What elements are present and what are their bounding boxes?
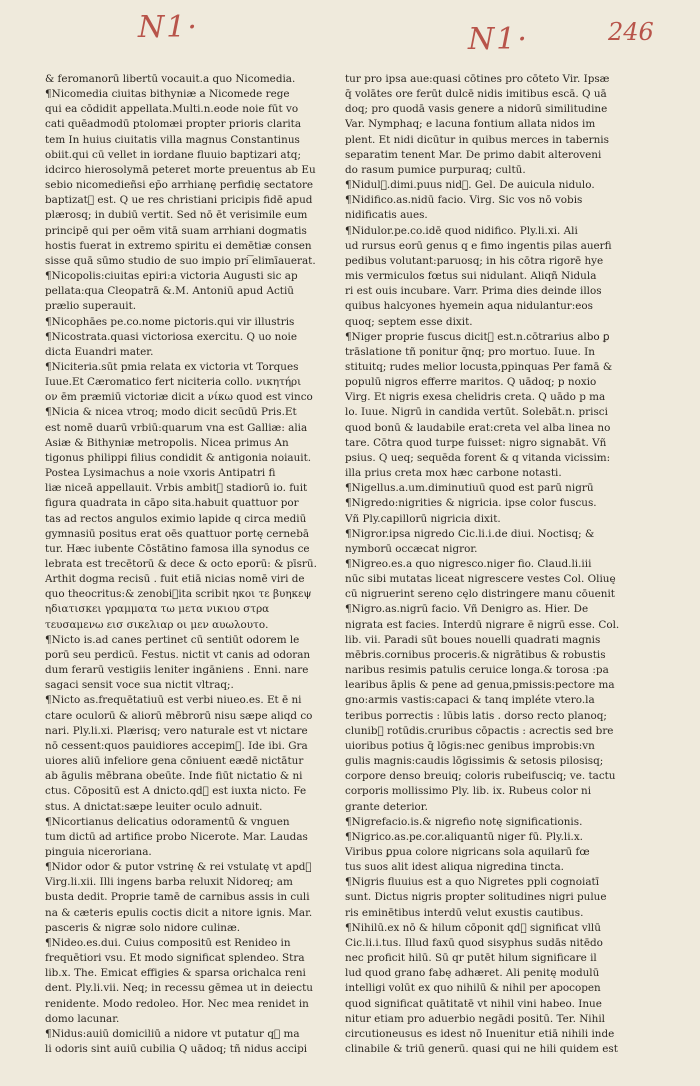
text-line: ¶Niciteria.sūt pmia relata ex victoria vt Torques: [45, 360, 299, 373]
folio-number: 246: [608, 18, 654, 46]
manuscript-annotation-left: N1·: [138, 10, 199, 45]
text-line: ¶Nicomedia ciuitas bithyniæ a Nicomede rege: [45, 88, 290, 101]
text-line: ctus. Cōpositū est A dnicto.qd᷑ est iuxta nicto. Fe: [45, 785, 307, 798]
text-line: ¶Nigreo.es.a quo nigresco.niger fio. Claud.li.iii: [345, 558, 592, 570]
text-line: & feromanorū libertū vocauit.a quo Nicomedia.: [45, 73, 296, 85]
text-line: nymborū occæcat nigror.: [345, 542, 478, 555]
text-line: frequētiori vsu. Et modo significat splendeo. Stra: [45, 952, 305, 965]
text-line: do rasum pumice purpuraq; cultū.: [345, 163, 526, 176]
text-line: plent. Et nidi dicūtur in quibus merces in tabernis: [345, 133, 609, 146]
text-line: pasceris & nigræ solo nidore culinæ.: [45, 921, 241, 934]
text-line: quoq; septem esse dixit.: [345, 315, 473, 328]
text-line: mēbris.cornibus proceris.& nigrātibus & robustis: [345, 648, 606, 661]
text-line: Iuue.Et Cæromatico fert niciteria collo. νικητήρι: [45, 376, 302, 389]
text-line: sagaci sensit voce sua nictit vltraq;.: [45, 679, 234, 692]
text-line: sebio nicomedieñsi ep̄o arrhianę perfidię sectatore: [45, 179, 314, 192]
text-line: clunib᷑ rotūdis.cruribus cōpactis : acrectis sed bre: [345, 724, 614, 737]
text-line: sisse quā sūmo studio de suo impio pri͞ elimīauerat.: [45, 254, 316, 267]
text-line: na & cæteris epulis coctis dicit a nitore ignis. Mar.: [45, 906, 313, 919]
text-line: dicta Euandri mater.: [45, 345, 154, 358]
text-line: intelligi volūt ex quo nihilū & nihil per apocopen: [345, 982, 601, 995]
text-line: nari. Ply.li.xi. Plærisq; vero naturale est vt nictare: [45, 724, 308, 737]
text-line: nō cessent:quos pauidiores accepim᷑. Ide ibi. Gra: [45, 739, 308, 752]
text-line: trāslatione tñ ponitur q̄nq; pro mortuo. Iuue. In: [345, 345, 595, 358]
text-line: gno:armis vastis:capaci & tanq impléte vtero.la: [345, 694, 595, 707]
text-line: quibus halcyones hyemein aqua nidulantur:eos: [345, 300, 593, 313]
text-line: circutioneusus es idest nō Inuenitur etiā nihili inde: [345, 1027, 615, 1040]
text-line: mis vermiculos fœtus sui nidulant. Aliqñ Nidula: [345, 270, 597, 283]
text-line: principē qui per oēm vitā suam arrhiani dogmatis: [45, 224, 307, 237]
text-line: Virg.li.xii. Illi ingens barba reluxit Nidoreq; am: [45, 876, 293, 889]
text-line: ¶Nihilū.ex nō & hilum cōponit qd᷑ significat vllū: [345, 921, 601, 934]
text-line: lib.x. The. Emicat effigies & sparsa orichalca reni: [45, 967, 306, 980]
text-line: nigrata est facies. Interdū nigrare ē nigrū esse. Col.: [345, 618, 620, 631]
text-line: ¶Nidifico.as.nidū facio. Virg. Sic vos nō vobis: [345, 194, 583, 207]
text-line: ¶Nigellus.a.um.diminutiuū quod est parū nigrū: [345, 482, 594, 495]
text-line: est nomē duarū vrbiū:quarum vna est Galliæ: alia: [45, 421, 308, 434]
text-line: ¶Nigredo:nigrities & nigricia. ipse color fuscus.: [345, 497, 597, 510]
text-line: renidente. Modo redoleo. Hor. Nec mea renidet in: [45, 997, 309, 1010]
text-line: nec proficit hilū. Sū qr putēt hilum significare il: [345, 952, 597, 965]
text-line: pedibus volutant:paruosq; in his cōtra rigorē hye: [345, 254, 604, 267]
text-line: porū seu perdicū. Festus. nictit vt canis ad odoran: [45, 648, 311, 661]
text-line: Viribus ꝑpua colore nigricans sola aquilarū fœ: [345, 845, 590, 858]
text-line: qui ea cōdidit appellata.Multi.n.eode noie fūt vo: [45, 103, 299, 116]
text-line: q̄ volātes ore ferūt dulcē nidis imitibus escā. Q uā: [345, 88, 607, 101]
text-line: ¶Nigrico.as.pe.cor.aliquantū niger fū. Ply.li.x.: [345, 830, 583, 843]
text-line: Vñ Ply.capillorū nigricia dixit.: [345, 512, 501, 525]
text-line: sunt. Dictus nigris propter solitudines nigri pulue: [345, 891, 607, 904]
text-line: cati quēadmodū ptolomæi propter prioris clarita: [45, 118, 302, 131]
text-line: lud quod grano fabę adhæret. Ali penitę modulū: [345, 967, 600, 980]
text-line: τευσαμενω εισ σικελιαρ οι μεν αυωλουτο.: [45, 618, 269, 631]
manuscript-annotation-right: N1·: [468, 22, 529, 57]
text-line: pinguia niceroriana.: [45, 845, 152, 858]
text-line: tus suos alit idest aliqua nigredina tincta.: [345, 861, 564, 874]
text-line: psius. Q ueq; sequēda forent & q vitanda vicissim:: [345, 451, 611, 464]
text-line: uioribus potius q̄ lōgis:nec genibus improbis:vn: [345, 739, 595, 752]
text-line: idcirco hierosolymā peteret morte preuentus ab Eu: [45, 163, 316, 176]
text-line: ris eminētibus interdū velut exustis cautibus.: [345, 906, 584, 919]
text-line: busta dedit. Proprie tamē de carnibus assis in culi: [45, 891, 310, 904]
text-line: tas ad rectos angulos eximio lapide q circa mediū: [45, 512, 307, 525]
text-line: corporis mollissimo Ply. lib. ix. Rubeus color ni: [345, 785, 592, 798]
right-text-column: [345, 72, 637, 1057]
text-line: ¶Nigrefacio.is.& nigrefio notę significationis.: [345, 815, 583, 828]
text-line: ¶Nideo.es.dui. Cuius compositū est Renideo in: [45, 936, 291, 949]
text-line: tare. Cōtra quod turpe fuisset: nigro signabāt. Vñ: [345, 436, 607, 449]
text-line: ¶Nidul᷑.dimi.puus nid᷑. Gel. De auicula nidulo.: [345, 179, 595, 192]
text-line: Var. Nymphaq; e lacuna fontium allata nidos im: [345, 118, 596, 131]
text-line: ¶Nicto as.frequētatiuū est verbi niueo.es. Et ē ni: [45, 694, 302, 707]
text-line: corpore denso breuiq; coloris rubeifusciq; ve. tactu: [345, 770, 616, 783]
text-line: Cic.li.i.tus. Illud faxū quod sisyphus sudās nitēdo: [345, 936, 603, 949]
text-line: ¶Nidulor.pe.co.idē quod nidifico. Ply.li.xi. Ali: [345, 224, 578, 237]
text-line: hostis fuerat in extremo spiritu ei demētiæ consen: [45, 239, 312, 252]
text-line: ¶Nidor odor & putor vstrinę & rei vstulatę vt apd᷑: [45, 861, 312, 874]
text-line: illa prius creta mox hæc carbone notasti.: [345, 467, 562, 480]
text-line: clinabile & triū generū. quasi qui ne hili quidem est: [345, 1043, 618, 1055]
text-line: gulis magnis:caudis lōgissimis & setosis pilosisq;: [345, 755, 604, 768]
text-line: prælio superauit.: [45, 300, 137, 313]
text-line: quo theocritus:& zenobi᷑ita scribit ηκοι τε βυηκεψ: [45, 588, 312, 601]
text-line: lo. Iuue. Nigrū in candida vertūt. Solebāt.n. prisci: [345, 406, 608, 419]
text-line: baptizat᷑ est. Q ue res christiani pricipis fidē apud: [45, 194, 313, 207]
text-line: ¶Nicia & nicea vtroq; modo dicit secūdū Pris.Et: [45, 406, 297, 419]
text-line: ri est ouis incubare. Varr. Prima dies deinde illos: [345, 285, 602, 298]
text-line: liæ niceā appellauit. Vrbis ambit᷑ stadiorū io. fuit: [45, 482, 308, 495]
text-line: nidificatis aues.: [345, 209, 428, 222]
text-line: tum dictū ad artifice probo Nicerote. Mar. Laudas: [45, 830, 308, 843]
text-line: ον ēm præmiū victoriæ dicit a νίκω quod est vinco: [45, 391, 313, 404]
text-line: Arthit dogma recisū . fuit etiā nicias nomē viri de: [45, 573, 305, 586]
text-line: stus. A dnictat:sæpe leuiter oculo adnuit.: [45, 800, 263, 813]
text-line: ¶Nicopolis:ciuitas epiri:a victoria Augusti sic ap: [45, 270, 298, 283]
text-line: li odoris sint auiū cubilia Q uādoq; tñ nidus accipi: [45, 1043, 308, 1055]
text-line: tigonus philippi filius condidit & antigonia noiauit.: [45, 451, 312, 464]
text-line: tem In huius ciuitatis villa magnus Constantinus: [45, 133, 300, 146]
text-line: doq; pro quodā vasis genere a nidorū similitudine: [345, 103, 608, 116]
text-line: quod bonū & laudabile erat:creta vel alba linea no: [345, 421, 611, 434]
text-line: ¶Nidus:auiū domiciliū a nidore vt putatur q᷑ ma: [45, 1027, 300, 1040]
text-line: dent. Ply.li.vii. Neq; in recessu gēmea ut in deiectu: [45, 982, 313, 995]
text-line: cū nigruerint sereno cęlo distringere manu cōuenit: [345, 588, 615, 601]
text-line: learibus āplis & pene ad genua,pmissis:pectore ma: [345, 679, 615, 692]
text-line: lebrata est trecētorū & dece & octo eporū: & pīsrū.: [45, 558, 317, 570]
text-line: dum ferarū vestigiis leniter ingāniens . Enni. nare: [45, 664, 309, 677]
text-line: ctare oculorū & aliorū mēbrorū nisu sæpe aliqd co: [45, 709, 313, 722]
text-line: naribus resimis patulis ceruice longa.& torosa :pa: [345, 664, 609, 677]
text-line: nitur etiam pro aduerbio negādi positū. Ter. Nihil: [345, 1012, 605, 1025]
text-line: ¶Nicostrata.quasi victoriosa exercitu. Q uo noie: [45, 330, 297, 343]
text-line: grante deterior.: [345, 800, 428, 813]
text-line: lib. vii. Paradi sūt boues nouelli quadrati magnis: [345, 633, 601, 646]
text-line: Virg. Et nigris exesa chelidris creta. Q uādo p ma: [345, 391, 606, 404]
text-line: ¶Niger proprie fuscus dicit᷑ est.n.cōtrarius albo ꝑ: [345, 330, 610, 343]
text-line: separatim tenent Mar. De primo dabit alteroveni: [345, 148, 602, 161]
left-text-column: [45, 72, 337, 1057]
text-line: ¶Nigris fluuius est a quo Nigretes ppli cognoiatī: [345, 876, 600, 889]
text-line: domo lacunar.: [45, 1012, 120, 1025]
text-line: nūc sibi mutatas liceat nigrescere vestes Col. Oliuę: [345, 573, 616, 586]
text-line: pellata:qua Cleopatrā &.M. Antoniū apud Actiū: [45, 285, 294, 298]
text-line: ab āgulis mēbrana obeūte. Inde fiūt nictatio & ni: [45, 770, 303, 783]
text-line: tur. Hæc iubente Cōstātino famosa illa synodus ce: [45, 542, 310, 555]
text-line: ¶Nicophāes pe.co.nome pictoris.qui vir illustris: [45, 315, 295, 328]
text-line: ¶Nigror.ipsa nigredo Cic.li.i.de diui. Noctisq; &: [345, 527, 595, 540]
text-line: populū nigros efferre maritos. Q uādoq; p noxio: [345, 376, 597, 389]
text-line: ¶Nicortianus delicatius odoramentū & vnguen: [45, 815, 290, 828]
text-line: plærosq; in dubiū vertit. Sed nō ēt verisimile eum: [45, 209, 308, 222]
text-line: quod significat quātitatē vt nihil vini habeo. Inue: [345, 997, 602, 1010]
text-line: ηδιατισκει γραμματα τω μετα νικιου στρα: [45, 603, 270, 616]
text-line: teribus porrectis : lūbis latis . dorso recto planoq;: [345, 709, 607, 722]
text-line: ud rursus eorū genus q e fimo ingentis pilas auerfi: [345, 239, 612, 252]
text-line: uiores aliū infeliore gena cōniuent eædē nictātur: [45, 755, 304, 768]
text-line: figura quadrata in cāpo sita.habuit quattuor por: [45, 497, 299, 510]
text-line: obiit.qui cū vellet in iordane fluuio baptizari atq;: [45, 148, 301, 161]
text-line: stituitq; rudes melior locusta,ppinquas Per famā &: [345, 360, 613, 373]
text-line: ¶Nicto is.ad canes pertinet cū sentiūt odorem le: [45, 633, 300, 646]
text-line: ¶Nigro.as.nigrū facio. Vñ Denigro as. Hier. De: [345, 603, 589, 616]
text-line: tur pro ipsa aue:quasi cōtines pro cōteto Vir. Ipsæ: [345, 73, 610, 85]
text-line: Asiæ & Bithyniæ metropolis. Nicea primus An: [45, 436, 289, 449]
text-line: Postea Lysimachus a noie vxoris Antipatri fi: [45, 467, 276, 480]
text-line: gymnasiū positus erat oēs quattuor portę cernebā: [45, 527, 310, 540]
